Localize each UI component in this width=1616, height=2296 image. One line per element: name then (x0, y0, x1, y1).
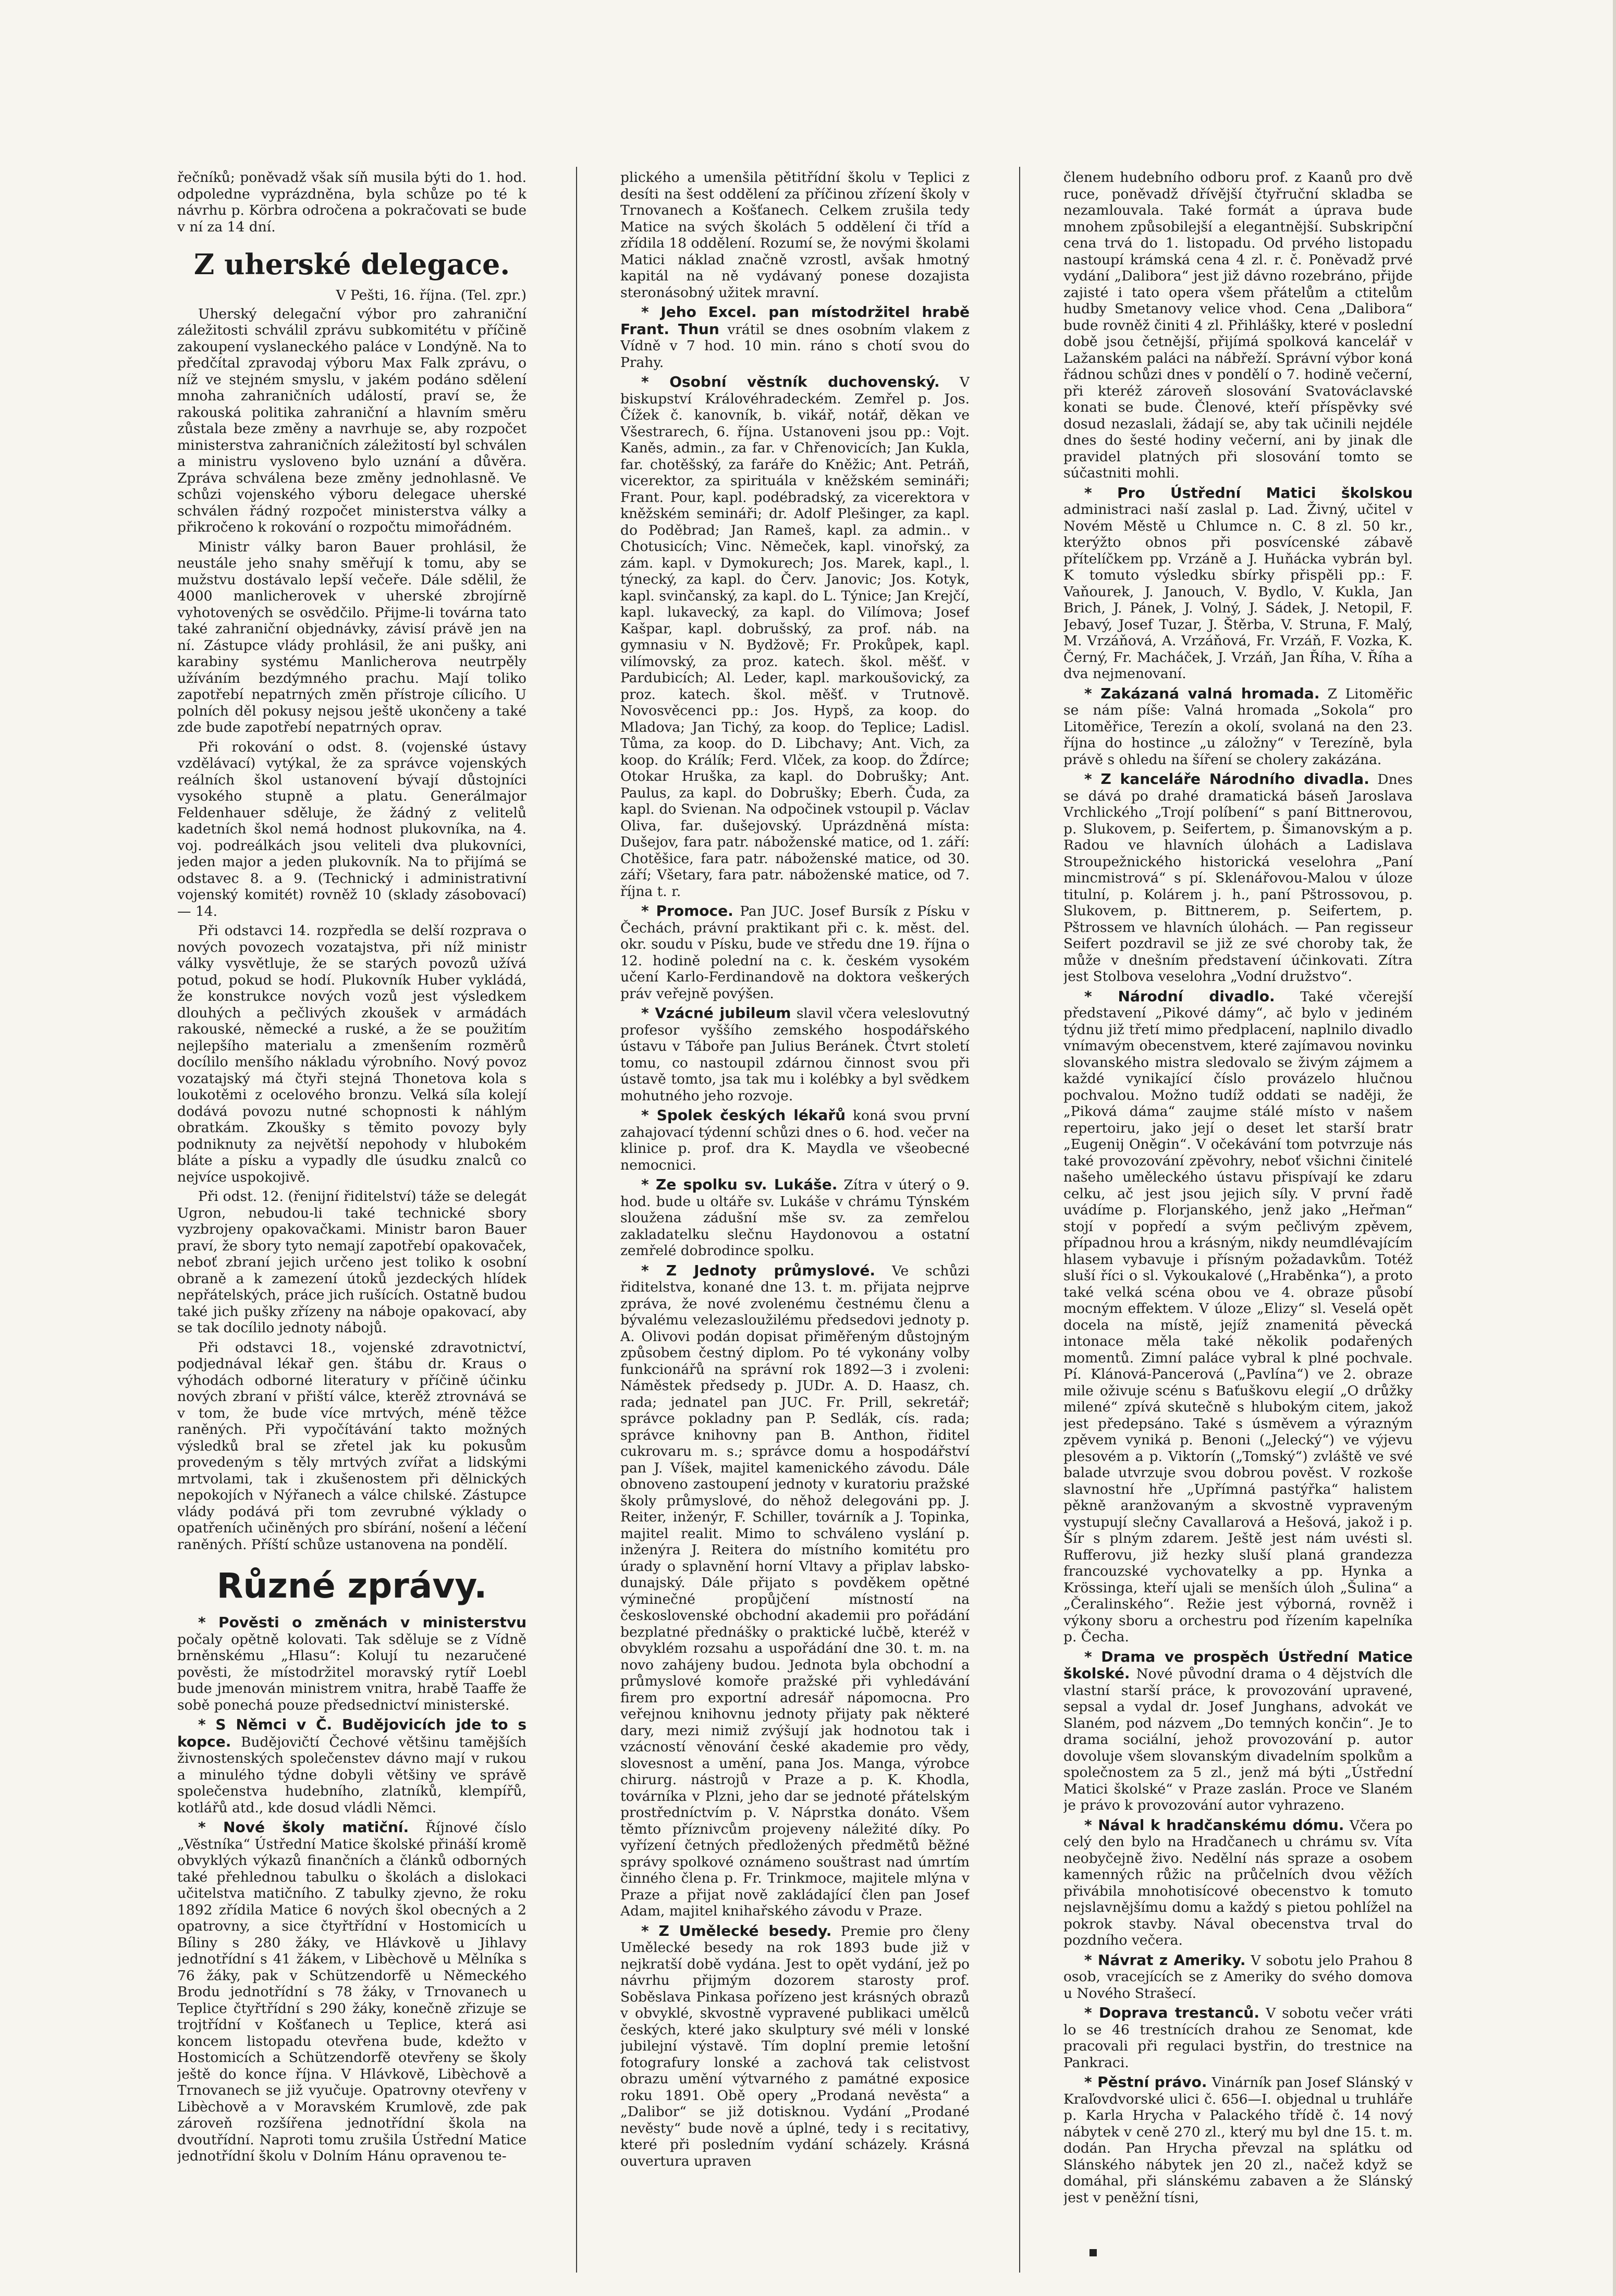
dateline: V Pešti, 16. října. (Tel. zpr.) (336, 287, 527, 303)
news-body: Říjnové číslo „Věstníka“ Ústřední Matice školské přináší kromě obvyklých výkazů finančních a článků odborných také přehlednou tabulku o školách a dislokaci učitelstva matičního. Z tabulky zjevno, že roku 1892 zřídila Matice 6 nových škol obecných a 2 opatrovny, a sice čtyřtřídní v Hostomicích u Bíliny s 280 žáky, ve Hlávkově u Jihlavy jednotřídní s 41 žákem, v Libèchově u Mělníka s 76 žáky, pak v Schützendorfě u Německého Brodu jednotřídní s 78 žáky, v Trnovanech u Teplice čtyřtřídní s 290 žáky, konečně zřizuje se trojtřídní v Košťanech u Teplice, která asi koncem listopadu otevřena bude, kdežto v Hostomicích a Schützendorfě otevřeny se školy ještě do konce října. V Hlávkově, Libèchově a Trnovanech se již vyučuje. Opatrovny otevřeny v Libèchově a v Moravském Krumlově, zde pak zároveň rozšířena jednotřídní škola na dvoutřídní. Naproti tomu zrušila Ústřední Matice jednotřídní školu v Dolním Hánu opravenou te- (177, 1820, 527, 2164)
news-body: Ve schůzi řiditelstva, konané dne 13. t. m. přijata nejprve zpráva, že nové zvolenému čestnému členu a bývalému velezasloužilému předsedovi jednoty p. A. Olivovi podán dopisat přiměřeným důstojným způsobem čestný diplom. Po té vykonány volby funkcionářů na správní rok 1892—3 i zvoleni: Náměstek předsedy p. JUDr. A. D. Haasz, ch. rada; jednatel pan JUC. Fr. Prill, sekretář; správce pokladny pan P. Sedlák, cís. rada; správce knihovny pan B. Anthon, řiditel cukrovaru m. s.; správce domu a hospodářství pan J. Víšek, majitel kamenického závodu. Dále obnoveno zastoupení jednoty v kuratoriu pražské školy průmyslové, do něhož delegováni pp. J. Reiter, inženýr, F. Schiller, továrník a J. Topinka, majitel realit. Mimo to schváleno vyslání p. inženýra J. Reitera do místního komitétu pro úrady o splavnění horní Vltavy a připlav labsko-dunajský. Dále přijato s povděkem opětné výminečné propůjčení místností na československé obchodní akademii pro pořádání bezplatné přednášky o praktické lučbě, kteréž v obvyklém rozsahu a uspořádání dne 30. t. m. na novo zahájeny budou. Jednota byla obchodní a průmyslové komoře pražské při vyhledávání firem pro exportní adresář nápomocna. Pro veřejnou knihovnu jednoty přijaty pak některé dary, mezi nimiž zvýšují jak hodnotou tak i vzácností věnování české akademie pro vědy, slovesnost a umění, pana Jos. Manga, výrobce chirurg. nástrojů v Praze a p. K. Khodla, továrníka v Plzni, jeho dar se jednoté přátelským prostředníctvím p. V. Náprstka donáto. Všem těmto příznivcům projeveny náležité díky. Po vyřízení četných předložených předmětů běžné správy spolkové oznámeno souštrast nad úmrtím činného člena p. Fr. Trinkmoce, majitele mlýna v Praze a přijat nově zakládající člen pan Josef Adam, majitel knihařského závodu v Praze. (620, 1262, 970, 1919)
news-body: Pan JUC. Josef Bursík z Písku v Čechách, právní praktikant při c. k. měst. del. okr. soudu v Písku, bude ve středu dne 19. října o 12. hodině polední na c. k. českém vysokém učení Karlo-Ferdinandově na doktora veškerých práv veřejně povýšen. (620, 903, 970, 1002)
news-item (1063, 685, 1413, 768)
news-body: vrátil se dnes osobním vlakem z Vídně v 7 hod. 10 min. ráno s chotí svou do Prahy. (620, 321, 970, 371)
news-item (1063, 1649, 1413, 1814)
news-headline: * Nové školy matiční. (198, 1819, 409, 1836)
paragraph: Při odstavci 18., vojenské zdravotnictví, podjednával lékař gen. štábu dr. Kraus o výhodách odborné literatury v příčině účinku nových zbraní v přiští válce, kterěž ztrovnává se v tom, že bude více mrtvých, méně těžce raněných. Při vypočítávání takto možných výsledků bral se zřetel jak ku pokusům provedeným s těly mrtvých zvířat a lidskými mrtvolami, tak i zkušenostem při dělnických nepokojích v Nýřanech a válce chilské. Zástupce vlády podává při tom zevrubné výklady o opatřeních učiněných pro sbírání, nošení a léčení raněných. Příští schůze ustanovena na pondělí. (177, 1339, 527, 1553)
news-headline: * Z Jednoty průmyslové. (641, 1261, 876, 1279)
news-body: koná svou první zahajovací týdenní schůzi dnes o 6. hod. večer na klinice p. prof. dra K. Maydla ve všeobecné nemocnici. (620, 1108, 970, 1173)
news-item (620, 374, 970, 900)
page-edge (1613, 0, 1616, 2296)
news-item (1063, 485, 1413, 682)
news-headline: * Doprava trestanců. (1084, 2004, 1260, 2021)
paragraph: Při odst. 12. (řenijní řiditelství) táže se delegát Ugron, nebudou-li také technické sbory vyzbrojeny opakovačkami. Ministr baron Bauer praví, že sbory tyto nemají zapotřebí opakovaček, neboť zbraní jejich určeno jest toliko k osobní obraně a k zamezení útoků jezdeckých hlídek nepřátelských, práce jich rušících. Ostatně budou také jich pušky zřízeny na náboje opakovací, aby se tak docílilo jednoty nábojů. (177, 1188, 527, 1336)
paragraph: Při rokování o odst. 8. (vojenské ústavy vzdělávací) vytýkal, že za správce vojenských reálních škol ustanovení bývají důstojníci vysokého stupně a platu. Generálmajor Feldenhauer sděluje, že žádný z velitelů kadetních škol nemá hodnost plukovníka, na 4. voj. podreálkách jsou veliteli dva plukovníci, jeden major a jeden plukovník. Na to přijímá se odstavec 8. a 9. (Technický i administrativní vojenský komitét) rovněž 10 (sklady zásobovací) — 14. (177, 739, 527, 919)
news-body: Budějovičtí Čechové většinu tamějších živnostenských společenstev dávno mají v rukou a minulého týdne dobyli většiny ve správě společenstva hudebního, zlatníků, klempířů, kotlářů atd., kde dosud vládli Němci. (177, 1734, 527, 1816)
news-item (620, 903, 970, 1002)
news-headline: * Zakázaná valná hromada. (1084, 684, 1320, 702)
news-headline: * Pěstní právo. (1084, 2073, 1207, 2091)
paragraph: členem hudebního odboru prof. z Kaanů pro dvě ruce, poněvadž dřívější čtyřruční skladba se nezamlouvala. Také formát a úprava bude mnohem způsobilejší a elegantnější. Subskripční cena trvá do 1. listopadu. Od prvého listopadu nastoupí krámská cena 4 zl. r. č. Poněvadž prvé vydání „Dalibora“ jest již dávno rozebráno, přijde zajisté i tato opera všem přátelům a ctitelům hudby Smetanovy velice vhod. Cena „Dalibora“ bude rovněž činiti 4 zl. Přihlášky, které v poslední době jsou četnější, přijímá spolková kancelář v Lažanském paláci na nábřeží. Správní výbor koná řádnou schůzi dnes v pondělí o 7. hodině večerní, při kteréž zároveň slosování Svatováclavské konati se bude. Členové, kteří příspěvky své dosud nezaslali, žádají se, aby tak učinili nejdéle dnes do šesté hodiny večerní, ani by jinak dle pravidel platných při slosování tomto se súčastniti mohli. (1063, 169, 1413, 481)
news-item (620, 1005, 970, 1104)
news-headline: * Z kanceláře Národního divadla. (1084, 770, 1369, 788)
news-item (1063, 2005, 1413, 2071)
paragraph: Uherský delegační výbor pro zahraniční záležitosti schválil zprávu subkomitétu v příčině zakoupení vyslaneckého paláce v Londýně. Na to předčítal zpravodaj výboru Max Falk zprávu, o níž ve stejném smyslu, v jakém podáno sdělení mnoha zahraničních událostí, praví se, že rakouská politika zahraniční a hlavním směru zůstala beze změny a navrhuje se, aby rozpočet ministerstva zahraničních záležitostí byl schválen a ministru vysloveno bylo uznání a důvěra. Zpráva schválena beze změny jednohlasně. Ve schůzi vojenského výboru delegace uherské schválen řádný rozpočet ministerstva války a přikročeno k rokování o rozpočtu mimořádném. (177, 305, 527, 535)
news-body: slavil včera veleslovutný profesor vyššího zemského hospodářského ústavu v Táboře pan Julius Beránek. Čtvrt století tomu, co nastoupil zdárnou činnost svou při ústavě tomto, jsa tak mu i kolébky a byl svědkem mohutného jeho rozvoje. (620, 1005, 970, 1104)
news-item (620, 304, 970, 371)
column-1 (177, 169, 527, 2265)
news-body: Z Litoměřic se nám píše: Valná hromada „Sokola“ pro Litoměřice, Terezín a okolí, svolaná na den 23. října do hostince „u záložny“ v Terezíně, byla právě s ohledu na šíření se cholery zakázána. (1063, 685, 1413, 768)
news-item (1063, 988, 1413, 1646)
column-2 (620, 169, 970, 2265)
page-mark (1089, 2249, 1097, 2256)
news-headline: * Promoce. (641, 902, 733, 919)
news-item (620, 1176, 970, 1259)
news-body: Také včerejší představení „Pikové dámy“, ač bylo v jediném týdnu již třetí mimo předplacení, naplnilo divadlo vnímavým obecenstvem, které zajímavou novinku slovanského mistra sledovalo se živým zájmem a každé vynikající číslo provázelo hlučnou pochvalou. Možno tudíž oddati se naději, že „Piková dáma“ zaujme stálé místo v našem repertoiru, jako její o deset let starší bratr „Eugenij Oněgin“. V očekávání tom potvrzuje nás také provozování zpěvohry, neboť všichni činitelé našeho uměleckého ústavu přispívají ke zdaru celku, ač jest jsou jejich síly. V první řadě uvádíme p. Florjanského, jenž jako „Heřman“ stojí v popředí a svým pečlivým zpěvem, případnou hrou a krásným, nikdy neumdlévajícím hlasem vybavuje i přísným požadavkům. Totéž sluší říci o sl. Vykoukalové („Hraběnka“), a proto také velká scéna obou ve 4. obraze působí mocným effektem. V úloze „Elizy“ sl. Veselá opět docela na místě, jejíž znamenitá pěvecká intonace měla také několik podařených momentů. Zimní paláce vybral k plné pochvale. Pí. Klánová-Pancerová („Pavlína“) ve 2. obraze mile oživuje scénu s Baťuškovu elegií „O drůžky milené“ zpívá skutečně s hlubokým citem, jakož jest předepsáno. Také s úsměvem a výrazným zpěvem vyniká p. Benoni („Jelecký“) ve výjevu plesovém a p. Viktorín („Tomský“) zvláště ve své balade utvrzuje svou dobrou pověst. V rozkoše slavnostní hře „Upřímná pastýřka“ halistem pěkně aranžovaným a skvostně vypraveným vystupují slečny Cavallarová a Hešová, jakož i p. Šír s plným zdarem. Ještě jest nám uvésti sl. Rufferovu, již hezky sluší planá grandezza francouzské vychovatelky a pp. Hynka a Krössinga, kteří ujali se menších úloh „Šulina“ a „Čeralinského“. Režie jest výborná, rovněž i výkony sboru a orchestru pod řízením kapelníka p. Čecha. (1063, 988, 1413, 1645)
news-item (1063, 771, 1413, 985)
column-rule-2 (1019, 167, 1020, 2273)
section-title: Z uherské delegace. (193, 248, 510, 281)
news-item (1063, 1817, 1413, 1949)
news-body: V sobotu večer vráti lo se 46 trestnících drahou ze Senomat, kde pracovali při regulaci bystřin, do trestnice na Pankraci. (1063, 2005, 1413, 2071)
news-body: administraci naší zaslal p. Lad. Živný, učitel v Novém Městě u Chlumce n. C. 8 zl. 50 kr., kterýžto obnos při posvícenské zábavě přítelíčkem pp. Vrzáně a J. Huňácka vybrán byl. K tomuto výsledku sbírky přispěli pp.: F. Vaňourek, J. Janouch, V. Bydlo, V. Kukla, Jan Brich, J. Pánek, J. Volný, J. Sádek, J. Netopil, F. Jebavý, Josef Tuzar, J. Štěrba, V. Struna, F. Malý, M. Vrzáňová, A. Vrzáňová, Fr. Vrzáň, F. Vozka, K. Černý, Fr. Macháček, J. Vrzáň, Jan Říha, V. Říha a dva nejmenovaní. (1063, 501, 1413, 682)
news-body: V biskupství Královéhradeckém. Zemřel p. Jos. Čížek č. kanovník, b. vikář, notář, děkan ve Všestrarech, 6. října. Ustanoveni jsou pp.: Vojt. Kaněs, admin., za far. v Chřenovicích; Jan Kukla, far. chotěšský, za faráře do Kněžic; Ant. Petráň, vicerektor, za spirituála v kněžském semináři; Frant. Pour, kapl. podébradský, za vicerektora v kněžském semináři; dr. Adolf Plešinger, za kapl. do Poděbrad; Jan Rameš, kapl. za admin.. v Chotusicích; Vinc. Němeček, kapl. vinořský, za zám. kapl. v Dymokurech; Jos. Marek, kapl., l. týnecký, za kapl. do Červ. Janovic; Jos. Kotyk, kapl. svinčanský, za kapl. do L. Týnice; Jan Krejčí, kapl. lukavecký, za kapl. do Vilímova; Josef Kašpar, kapl. dobrušský, za prof. náb. na gymnasiu v N. Bydžově; Fr. Prokůpek, kapl. vilímovský, za proz. katech. škol. měšť. v Pardubicích; Al. Leder, kapl. markoušovický, za proz. katech. škol. měšť. v Trutnově. Novosvěcenci pp.: Jos. Hypš, za koop. do Mladova; Jan Tichý, za koop. do Teplice; Ladisl. Tůma, za koop. do D. Libchavy; Ant. Vich, za koop. do Králík; Ferd. Vlček, za koop. do Ždírce; Otokar Hruška, za kapl. do Dobrušky; Ant. Paulus, za kapl. do Dobrušky; Eberh. Čuda, za kapl. do Svienan. Na odpočinek vstoupil p. Václav Oliva, far. dušejovský. Uprázdněná místa: Dušejov, fara patr. náboženské matice, od 1. září: Chotěšice, fara patr. náboženské matice, od 30. září; Všetary, fara patr. náboženské matice, od 7. října t. r. (620, 374, 970, 900)
paragraph: řečníků; poněvadž však síň musila býti do 1. hod. odpoledne vyprázdněna, byla schůze po té k návrhu p. Körbra odročena a pokračovati se bude v ní za 14 dní. (177, 169, 527, 235)
column-rule-1 (576, 167, 577, 2273)
news-body: Včera po celý den bylo na Hradčanech u chrámu sv. Víta neobyčejně živo. Nedělní nás spraze a osobem kamenných růžic na průčelních dvou věžích přivábila mnohotisícové obecenstvo k tomuto nejslavnějšímu domu a každý s pietou pohlížel na pokrok stavby. Nával obecenstva trval do pozdního večera. (1063, 1817, 1413, 1948)
paragraph: plického a umenšila pětitřídní školu v Teplici z desíti na šest oddělení za příčinou zřízení školy v Trnovanech a Košťanech. Celkem zrušila tedy Matice na svých školách 5 oddělení či tříd a zřídila 18 oddělení. Rozumí se, že novými školami Matici náklad značně vzrostl, avšak hmotný kapitál na ně vydávaný ponese dozajista steronásobný užitek mravní. (620, 169, 970, 301)
news-headline: * Návrat z Ameriky. (1084, 1951, 1246, 1969)
news-item (177, 1819, 527, 2165)
news-headline: * Drama ve prospěch Ústřední Matice školské. (1063, 1648, 1413, 1682)
news-item (177, 1614, 527, 1713)
news-headline: * Vzácné jubileum (641, 1004, 791, 1022)
news-headline: * Osobní věstník duchovenský. (641, 373, 940, 390)
news-headline: * Národní divadlo. (1084, 987, 1275, 1005)
news-headline: * Nával k hradčanskému dómu. (1084, 1816, 1344, 1834)
news-headline: * Spolek českých lékařů (641, 1107, 846, 1124)
news-item (177, 1716, 527, 1816)
news-item (620, 1262, 970, 1920)
news-item (620, 1923, 970, 2170)
news-headline: * Pro Ústřední Matici školskou (1084, 484, 1413, 501)
column-3 (1063, 169, 1413, 2265)
news-body: V sobotu jelo Prahou 8 osob, vracejících se z Ameriky do svého domova u Nového Strašecí. (1063, 1952, 1413, 2002)
news-headline: * Ze spolku sv. Lukáše. (641, 1176, 838, 1193)
news-body: Nové původní drama o 4 dějstvích dle vlastní starší práce, k provozování upravené, sepsal a vydal dr. Josef Junghans, advokát ve Slaném, pod názvem „Do temných končin“. Je to drama sociální, jehož provozování p. autor dovoluje všem slovanským divadelním spolkům a společnostem za 5 zl., jenž má býti „Ústřední Matici školské“ v Praze zaslán. Proce ve Slaném je právo k provozování autor vyhrazeno. (1063, 1666, 1413, 1813)
news-headline: * S Němci v Č. Budějovicích jde to s kopce. (177, 1716, 527, 1750)
news-headline: * Z Umělecké besedy. (641, 1922, 832, 1939)
news-item (1063, 1952, 1413, 2002)
news-item (1063, 2074, 1413, 2206)
news-headline: * Pověsti o změnách v ministerstvu (198, 1614, 527, 1631)
news-item (620, 1107, 970, 1173)
news-body: počaly opětně kolovati. Tak sděluje se z Vídně brněnskému „Hlasu“: Kolují tu nezaručené pověsti, že místodržitel moravský rytíř Loebl bude jmenován ministrem vnitra, hrabě Taaffe že sobě ponechá pouze předsednictví ministerské. (177, 1631, 527, 1713)
news-body: Dnes se dává po drahé dramatická báseň Jaroslava Vrchlického „Trojí políbení“ s paní Bittnerovou, p. Slukovem, p. Seifertem, p. Šimanovským a p. Radou ve hlavních úlohách a Ladislava Stroupežnického historická veselohra „Paní mincmistrová“ s pí. Sklenářovou-Malou v úloze titulní, p. Kolárem j. h., paní Pštrossovou, p. Slukovem, p. Bittnerem, p. Seifertem, p. Pštrossem ve hlavních úlohách. — Pan regisseur Seifert pozdravil se již ze své choroby tak, že může v dnešním představení účinkovati. Zítra jest Stolbova veselohra „Vodní družstvo“. (1063, 771, 1413, 985)
news-body: Premie pro členy Umělecké besedy na rok 1893 bude již v nejkratší době vydána. Jest to opět vydání, jež po návrhu přijmým dozorem starosty prof. Soběslava Pinkasa pořízeno jest krásných obrazů v obvyklé, skvostně vypravené publikaci umělců českých, které jako skulptury své méli v lonské jubilejní výstavě. Tím doplní premie letošní fotografury lonské a zachová tak celistvost obrazu umění výtvarného z památné exposice roku 1891. Obě opery „Prodaná nevěsta“ a „Dalibor“ se již dotisknou. Vydání „Prodané nevěsty“ bude nově a úplné, tedy i s recitativy, které při posledním vydání scházely. Krásná ouvertura upraven (620, 1923, 970, 2169)
news-body: Zítra v úterý o 9. hod. bude u oltáře sv. Lukáše v chrámu Týnském sloužena zádušní mše sv. za zemřelou zakladatelku slečnu Haydonovou a ostatní zemřelé dobrodince spolku. (620, 1177, 970, 1259)
section-title: Různé zprávy. (216, 1566, 487, 1606)
paragraph: Při odstavci 14. rozpředla se delší rozprava o nových povozech vozatajstva, při níž ministr války vysvětluje, že se starých povozů užívá potud, pokud se hodí. Plukovník Huber vykládá, že konstrukce nových vozů jest výsledkem dlouhých a pečlivých zkoušek v armádách rakouské, německé a ruské, a že se použitím nejlepšího materialu a zmenšením rozměrů docílilo menšího nákladu výrobního. Nový povoz vozatajský má čtyři stejná Thonetova kola s loukotěmi z ocelového bronzu. Velká síla kolejí dodává povozu nutné schopnosti k náhlým obratkám. Zkoušky s těmito povozy byly podniknuty za největší nepohody v hlubokém bláte a písku a vypadly dle úsudku znalců co nejvíce uspokojivě. (177, 923, 527, 1185)
news-headline: * Jeho Excel. pan místodržitel hrabě Frant. Thun (620, 303, 970, 338)
paragraph: Ministr války baron Bauer prohlásil, že neustále jeho snahy směřují k tomu, aby se mužstvu dostávalo lepší večeře. Dále sdělil, že 4000 manlicherovek v uherské zbrojírně vyhotovených se osvědčilo. Přijme-li továrna tato také zahraniční objednávky, závisí právě jen na ní. Zástupce vlády prohlásil, že ani pušky, ani karabiny systému Manlicherova neutrpěly užíváním bezdýmného prachu. Mají toliko zapotřebí nepatrných změn přístroje cílicího. U polních děl pokusy nejsou ještě ukončeny a také zde bude zapotřebí nepatrných oprav. (177, 538, 527, 735)
news-body: Vinárník pan Josef Slánský v Kraľovdvorské ulici č. 656—I. objednal u truhláře p. Karla Hrycha v Palackého třídě č. 14 nový nábytek v ceně 270 zl., který mu byl dne 15. t. m. dodán. Pan Hrycha převzal na splátku od Slánského nábytek jen 20 zl., načež když se domáhal, při slánskému zabaven a že Slánský jest v peněžní tísni, (1063, 2074, 1413, 2206)
